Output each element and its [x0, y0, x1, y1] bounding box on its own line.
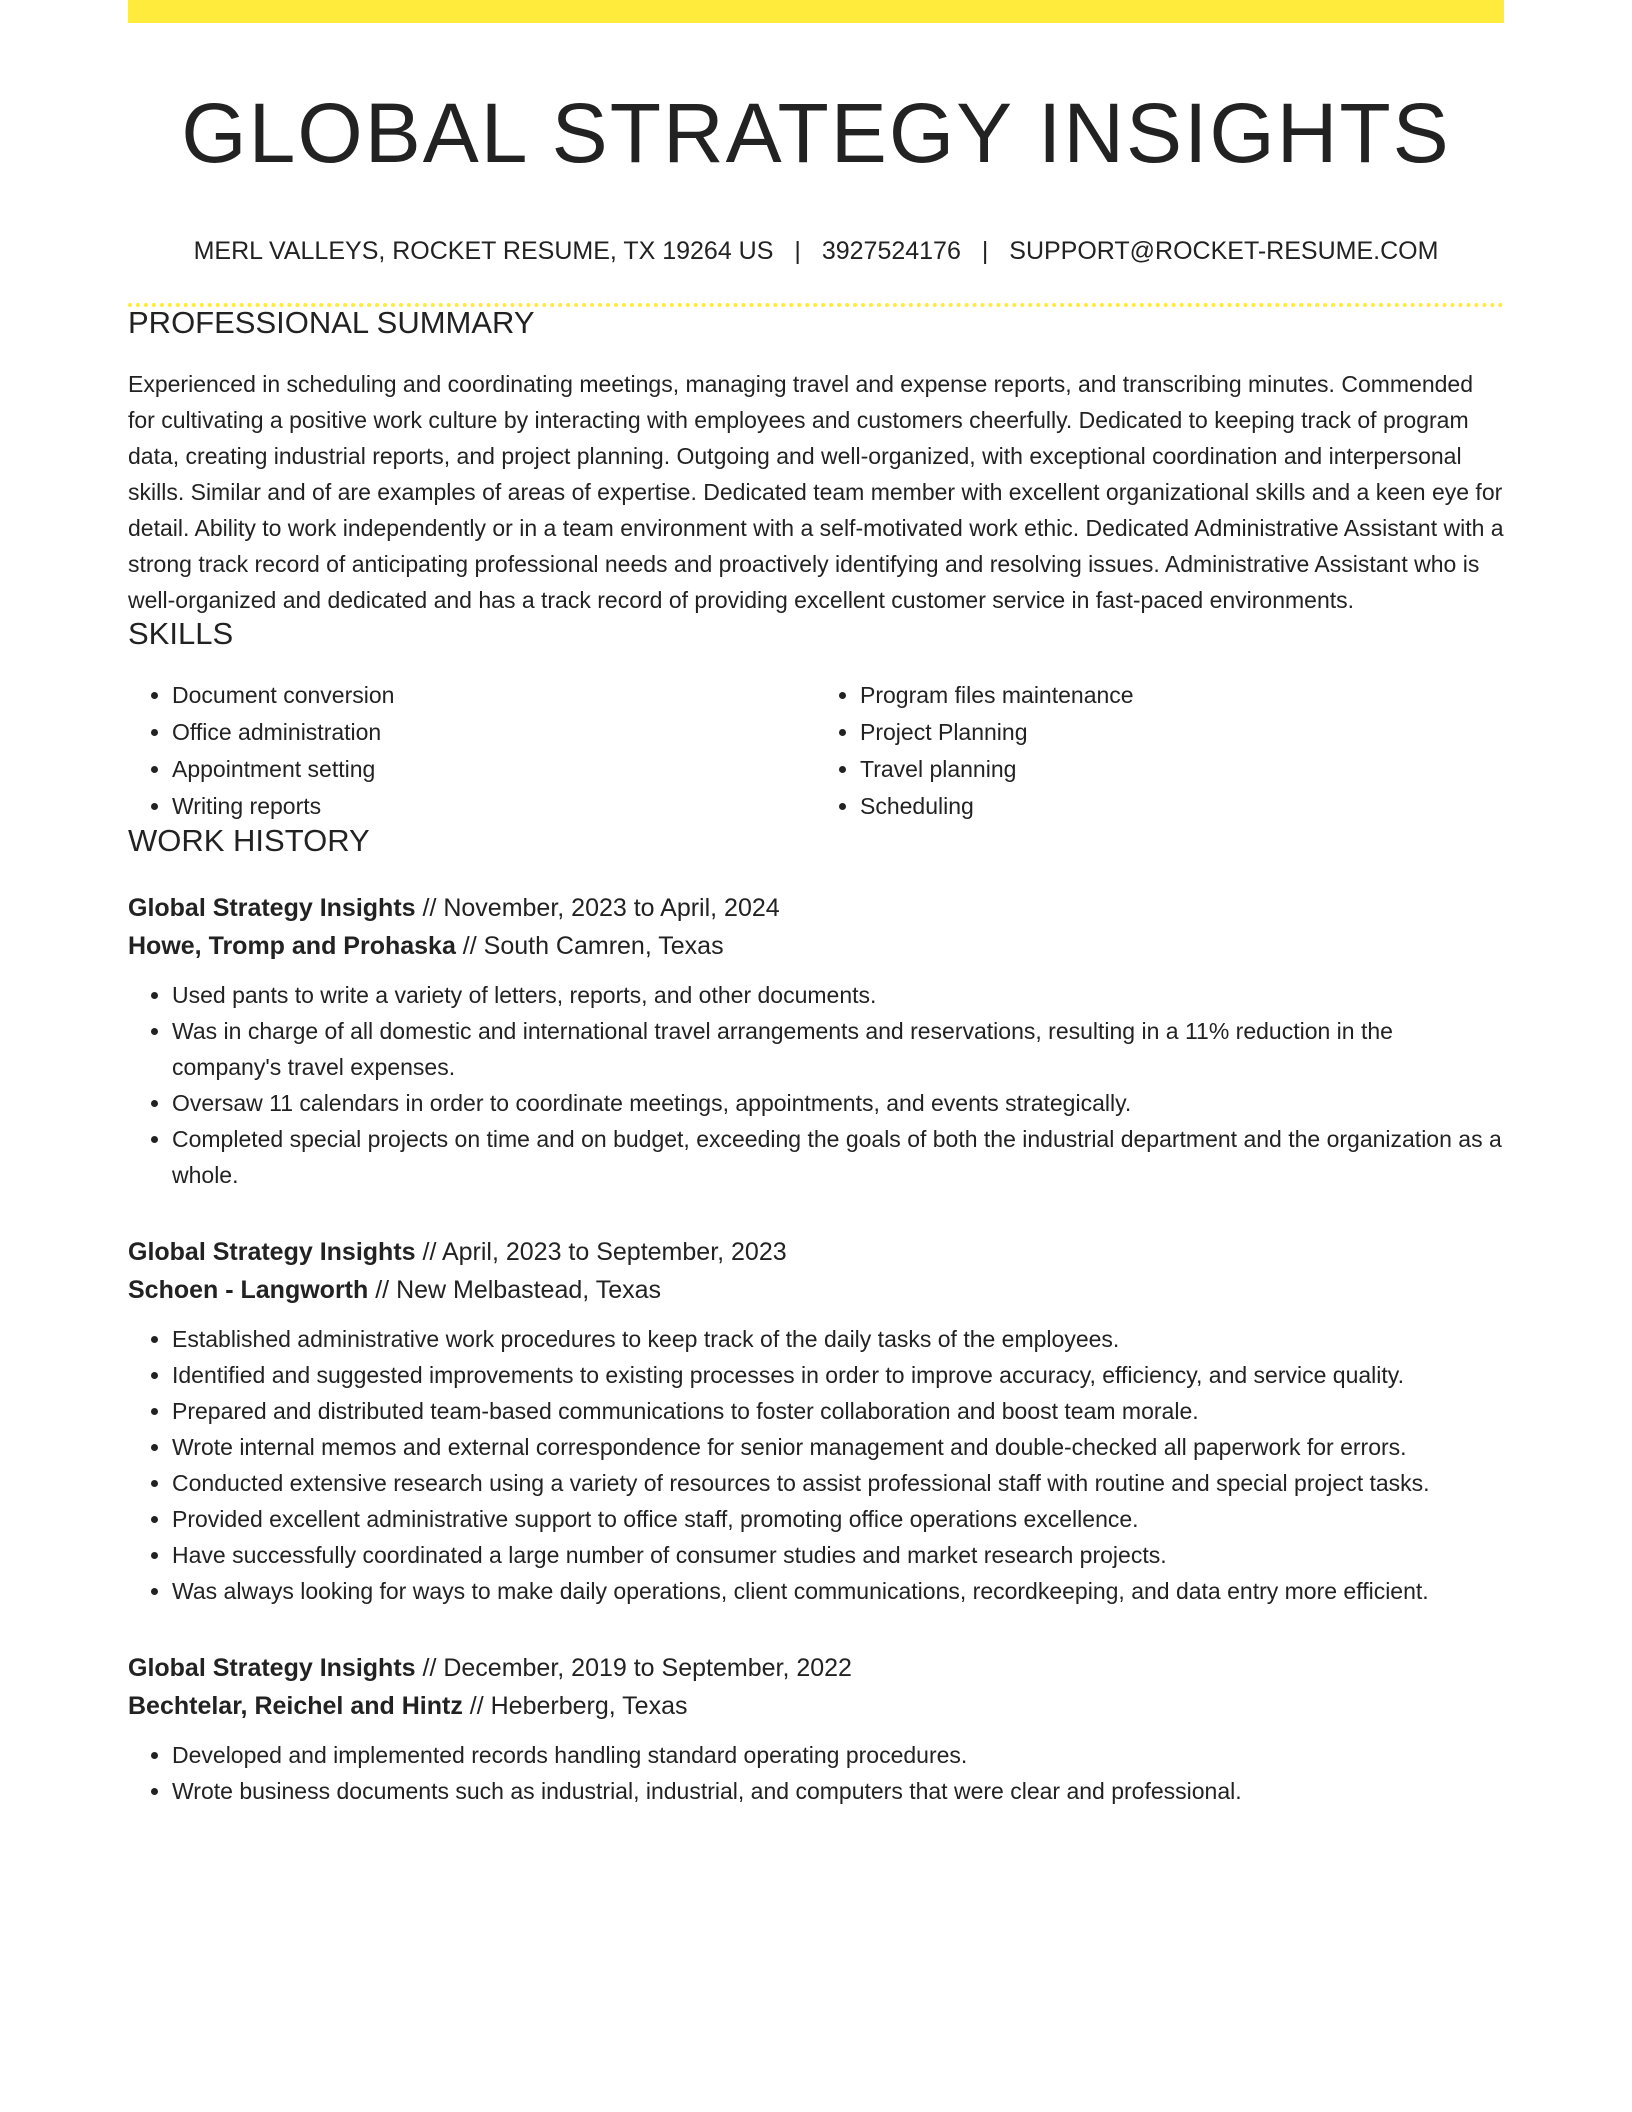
job-title-line — [128, 1233, 1504, 1271]
skills-list-right — [816, 677, 1504, 825]
job-title: Global Strategy Insights — [128, 1654, 416, 1682]
section-title-skills: SKILLS — [128, 616, 234, 651]
job-location: // New Melbastead, Texas — [368, 1276, 662, 1304]
job-bullet: • Used pants to write a variety of letters, reports, and other documents. — [172, 977, 1504, 1013]
job-entry — [128, 1233, 1504, 1609]
top-accent-bar — [128, 0, 1504, 23]
job-title-line — [128, 1649, 1504, 1687]
skill-item: • Appointment setting — [172, 751, 816, 788]
skills-section — [128, 618, 1504, 825]
skill-item: • Project Planning — [860, 714, 1504, 751]
job-entry — [128, 1649, 1504, 1809]
contact-address: MERL VALLEYS, ROCKET RESUME, TX 19264 US — [193, 237, 774, 265]
job-company-line — [128, 1687, 1504, 1725]
job-location: // South Camren, Texas — [455, 932, 724, 960]
job-bullet: • Was in charge of all domestic and international travel arrangements and reservations, resulting in a 11% reduction in the company's travel expenses. — [172, 1013, 1504, 1085]
job-company-line — [128, 1271, 1504, 1309]
skill-item: • Program files maintenance — [860, 677, 1504, 714]
skills-grid — [128, 677, 1504, 825]
job-bullets — [128, 1321, 1504, 1609]
job-bullet: • Prepared and distributed team-based communications to foster collaboration and boost team morale. — [172, 1393, 1504, 1429]
skills-list-left — [128, 677, 816, 825]
resume-page — [128, 0, 1504, 1809]
job-company: Bechtelar, Reichel and Hintz — [128, 1692, 463, 1720]
job-bullet: • Wrote business documents such as industrial, industrial, and computers that were clear and professional. — [172, 1773, 1504, 1809]
job-bullet: • Developed and implemented records handling standard operating procedures. — [172, 1737, 1504, 1773]
skill-item: • Scheduling — [860, 788, 1504, 825]
section-title-work-history: WORK HISTORY — [128, 823, 370, 858]
job-bullet: • Completed special projects on time and on budget, exceeding the goals of both the industrial department and the organization as a whole. — [172, 1121, 1504, 1193]
job-company: Howe, Tromp and Prohaska — [128, 932, 456, 960]
work-history-section — [128, 825, 1504, 1809]
section-title-summary: PROFESSIONAL SUMMARY — [128, 305, 535, 340]
contact-email[interactable]: SUPPORT@ROCKET-RESUME.COM — [1009, 237, 1439, 265]
job-bullet: • Have successfully coordinated a large number of consumer studies and market research projects. — [172, 1537, 1504, 1573]
job-company-line — [128, 927, 1504, 965]
contact-phone[interactable]: 3927524176 — [821, 237, 961, 265]
job-title-line — [128, 889, 1504, 927]
resume-name: GLOBAL STRATEGY INSIGHTS — [181, 86, 1451, 180]
job-dates: // April, 2023 to September, 2023 — [415, 1238, 787, 1266]
job-bullet: • Was always looking for ways to make daily operations, client communications, recordkeeping, and data entry more efficient. — [172, 1573, 1504, 1609]
job-title: Global Strategy Insights — [128, 1238, 416, 1266]
job-entry — [128, 889, 1504, 1193]
job-location: // Heberberg, Texas — [462, 1692, 688, 1720]
job-bullets — [128, 1737, 1504, 1809]
contact-line — [128, 239, 1504, 264]
skill-item: • Office administration — [172, 714, 816, 751]
job-bullet: • Oversaw 11 calendars in order to coordinate meetings, appointments, and events strategically. — [172, 1085, 1504, 1121]
job-dates: // November, 2023 to April, 2024 — [415, 894, 780, 922]
contact-separator: | — [981, 237, 989, 265]
job-title: Global Strategy Insights — [128, 894, 416, 922]
job-company: Schoen - Langworth — [128, 1276, 369, 1304]
job-bullet: • Wrote internal memos and external correspondence for senior management and double-checked all paperwork for errors. — [172, 1429, 1504, 1465]
skill-item: • Document conversion — [172, 677, 816, 714]
job-dates: // December, 2019 to September, 2022 — [415, 1654, 852, 1682]
contact-separator: | — [794, 237, 801, 265]
skill-item: • Travel planning — [860, 751, 1504, 788]
job-bullets — [128, 977, 1504, 1193]
summary-text: Experienced in scheduling and coordinating meetings, managing travel and expense reports, and transcribing minutes. Commended for cultivating a positive work culture by interacting with employees and customers cheerfully. Dedicated to keeping track of program data, creating industrial reports, and project planning. Outgoing and well-organized, with exceptional coordination and interpersonal skills. Similar and of are examples of areas of expertise. Dedicated team member with excellent organizational skills and a keen eye for detail. Ability to work independently or in a team environment with a self-motivated work ethic. Dedicated Administrative Assistant with a strong track record of anticipating professional needs and proactively identifying and resolving issues. Administrative Assistant who is well-organized and dedicated and has a track record of providing excellent customer service in fast-paced environments. — [128, 371, 1504, 613]
summary-section — [128, 307, 1504, 618]
job-bullet: • Identified and suggested improvements to existing processes in order to improve accuracy, efficiency, and service quality. — [172, 1357, 1504, 1393]
job-bullet: • Provided excellent administrative support to office staff, promoting office operations excellence. — [172, 1501, 1504, 1537]
skill-item: • Writing reports — [172, 788, 816, 825]
job-bullet: • Established administrative work procedures to keep track of the daily tasks of the employees. — [172, 1321, 1504, 1357]
job-bullet: • Conducted extensive research using a variety of resources to assist professional staff with routine and special project tasks. — [172, 1465, 1504, 1501]
